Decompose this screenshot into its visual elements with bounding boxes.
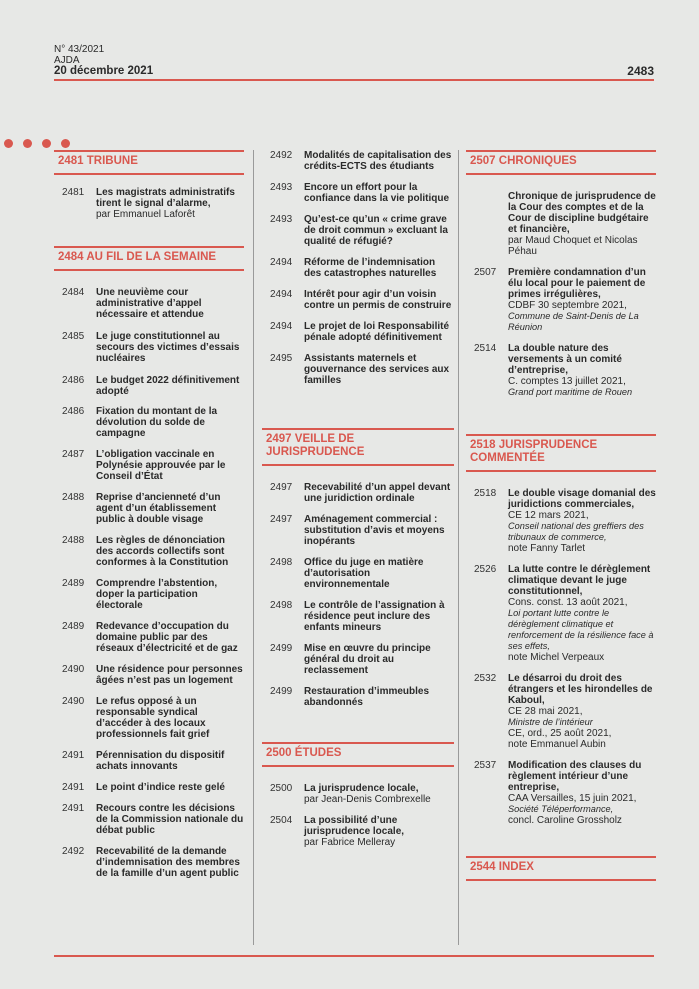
entry-page-number: 2504 <box>270 815 293 826</box>
entry-body <box>96 696 244 740</box>
entry-detail: par Jean-Denis Combrexelle <box>304 794 431 805</box>
entry-body <box>304 482 454 504</box>
dot-icon <box>42 139 51 148</box>
toc-entry[interactable] <box>54 846 244 879</box>
toc-section <box>262 742 454 848</box>
toc-entry[interactable] <box>54 187 244 220</box>
entry-page-number: 2497 <box>270 514 293 525</box>
footer-rule <box>54 955 654 957</box>
entry-page-number: 2514 <box>474 343 497 354</box>
entry-body <box>304 815 454 848</box>
entry-body <box>304 321 454 343</box>
entry-detail: note Michel Verpeaux <box>508 652 605 663</box>
section-title: 2507 CHRONIQUES <box>466 152 656 175</box>
entry-title: Les règles de dénonciation des accords collectifs sont conformes à la Constitution <box>96 535 229 568</box>
entry-page-number: 2491 <box>62 803 85 814</box>
entry-title: Fixation du montant de la dévolution du solde de campagne <box>96 406 218 439</box>
entry-page-number: 2491 <box>62 782 85 793</box>
entry-page-number: 2495 <box>270 353 293 364</box>
entry-page-number: 2499 <box>270 686 293 697</box>
dot-icon <box>61 139 70 148</box>
entry-detail: CE 28 mai 2021, <box>508 706 583 717</box>
entry-detail: C. comptes 13 juillet 2021, <box>508 376 626 387</box>
entry-title: Pérennisation du dispositif achats innovants <box>96 750 225 772</box>
entry-body <box>96 535 244 568</box>
entry-title: Le juge constitutionnel au secours des victimes d’essais nucléaires <box>96 331 240 364</box>
toc-entry[interactable] <box>466 673 656 750</box>
entry-detail: Cons. const. 13 août 2021, <box>508 597 628 608</box>
entry-title: Les magistrats administratifs tirent le signal d’alarme, <box>96 187 235 209</box>
toc-column-1 <box>54 150 244 879</box>
toc-entry[interactable] <box>466 267 656 333</box>
entry-page-number: 2490 <box>62 696 85 707</box>
entry-detail: Conseil national des greffiers des tribunaux de commerce, <box>508 521 644 542</box>
entry-detail: Loi portant lutte contre le dérèglement climatique et renforcement de la résilience face à ses effets, <box>508 608 654 651</box>
toc-entry[interactable] <box>262 643 454 676</box>
entry-title: Le point d’indice reste gelé <box>96 782 225 793</box>
section-title: 2518 JURISPRUDENCE COMMENTÉE <box>466 436 656 472</box>
entry-title: Comprendre l’abstention, doper la participation électorale <box>96 578 218 611</box>
toc-entry[interactable] <box>54 331 244 364</box>
entry-title: Le budget 2022 définitivement adopté <box>96 375 240 397</box>
entry-body <box>508 673 656 750</box>
toc-section <box>466 856 656 881</box>
entry-body <box>96 846 244 879</box>
entry-page-number: 2493 <box>270 182 293 193</box>
entry-page-number: 2526 <box>474 564 497 575</box>
entry-title: La lutte contre le dérèglement climatique devant le juge constitutionnel, <box>508 564 651 597</box>
entry-page-number: 2488 <box>62 535 85 546</box>
dot-icon <box>23 139 32 148</box>
entry-title: Le contrôle de l’assignation à résidence peut inclure des enfants mineurs <box>304 600 445 633</box>
toc-entry[interactable] <box>262 353 454 386</box>
entry-page-number: 2499 <box>270 643 293 654</box>
entry-title: Le désarroi du droit des étrangers et les hirondelles de Kaboul, <box>508 673 653 706</box>
toc-entry[interactable] <box>466 488 656 554</box>
toc-entry[interactable] <box>262 514 454 547</box>
entry-title: La double nature des versements à un comité d’entreprise, <box>508 343 622 376</box>
toc-entry[interactable] <box>262 482 454 504</box>
toc-section <box>466 150 656 398</box>
entry-body <box>96 449 244 482</box>
toc-entry[interactable] <box>54 578 244 611</box>
entry-body <box>96 406 244 439</box>
page-number: 2483 <box>627 64 654 78</box>
toc-entry[interactable] <box>466 343 656 398</box>
toc-entry[interactable] <box>54 696 244 740</box>
toc-entry[interactable] <box>262 150 454 172</box>
entry-body <box>304 257 454 279</box>
entry-body <box>304 353 454 386</box>
entry-page-number: 2490 <box>62 664 85 675</box>
toc-entry[interactable] <box>262 182 454 204</box>
toc-section <box>54 246 244 879</box>
section-title: 2500 ÉTUDES <box>262 744 454 767</box>
entry-body <box>96 375 244 397</box>
entry-title: Le double visage domanial des juridictions commerciales, <box>508 488 656 510</box>
entry-page-number: 2500 <box>270 783 293 794</box>
entry-page-number: 2489 <box>62 578 85 589</box>
entry-detail: Ministre de l’intérieur <box>508 717 593 727</box>
entry-title: Intérêt pour agir d’un voisin contre un permis de construire <box>304 289 452 311</box>
toc-entry[interactable] <box>262 815 454 848</box>
entry-title: La jurisprudence locale, <box>304 783 419 794</box>
entry-detail: par Emmanuel Laforêt <box>96 209 195 220</box>
toc-section <box>54 150 244 220</box>
toc-entry[interactable] <box>262 783 454 805</box>
section-title: 2497 VEILLE DE JURISPRUDENCE <box>262 430 454 466</box>
entry-page-number: 2498 <box>270 600 293 611</box>
toc-entry[interactable] <box>54 406 244 439</box>
entry-body <box>96 187 244 220</box>
toc-entry[interactable] <box>262 600 454 633</box>
entry-title: Redevance d’occupation du domaine public par des réseaux d’électricité et de gaz <box>96 621 238 654</box>
toc-entry[interactable] <box>262 557 454 590</box>
entry-page-number: 2493 <box>270 214 293 225</box>
entry-body <box>96 331 244 364</box>
entry-title: L’obligation vaccinale en Polynésie approuvée par le Conseil d’État <box>96 449 226 482</box>
entry-page-number: 2488 <box>62 492 85 503</box>
entry-title: Recevabilité de la demande d’indemnisation des membres de la famille d’un agent public <box>96 846 240 879</box>
entry-body <box>304 557 454 590</box>
toc-entry[interactable] <box>54 535 244 568</box>
entry-page-number: 2494 <box>270 257 293 268</box>
entry-body <box>96 621 244 654</box>
entry-page-number: 2485 <box>62 331 85 342</box>
entry-body <box>304 600 454 633</box>
entry-title: Recevabilité d’un appel devant une juridiction ordinale <box>304 482 451 504</box>
toc-section <box>262 428 454 708</box>
entry-page-number: 2537 <box>474 760 497 771</box>
entry-body <box>304 150 454 172</box>
entry-page-number: 2487 <box>62 449 85 460</box>
column-divider <box>458 150 459 945</box>
entry-title: Le refus opposé à un responsable syndical d’accéder à des locaux professionnels fait grief <box>96 696 210 740</box>
entry-page-number: 2507 <box>474 267 497 278</box>
entry-body <box>304 514 454 547</box>
toc-entry[interactable] <box>54 750 244 772</box>
entry-body <box>96 664 244 686</box>
entry-detail: CAA Versailles, 15 juin 2021, <box>508 793 637 804</box>
toc-entry[interactable] <box>262 321 454 343</box>
entry-page-number: 2481 <box>62 187 85 198</box>
entry-title: Une neuvième cour administrative d’appel nécessaire et attendue <box>96 287 204 320</box>
toc-entry[interactable] <box>466 191 656 257</box>
entry-title: Chronique de jurisprudence de la Cour des comptes et de la Cour de discipline budgétaire et financière, <box>508 191 656 235</box>
entry-title: Office du juge en matière d’autorisation environnementale <box>304 557 424 590</box>
entry-detail: par Maud Choquet et Nicolas Péhau <box>508 235 638 257</box>
section-title: 2481 TRIBUNE <box>54 152 244 175</box>
toc-entry[interactable] <box>466 760 656 826</box>
entry-body <box>96 750 244 772</box>
toc-entry[interactable] <box>54 449 244 482</box>
entry-title: Encore un effort pour la confiance dans la vie politique <box>304 182 450 204</box>
toc-entry[interactable] <box>54 287 244 320</box>
entry-title: Qu’est-ce qu’un « crime grave de droit commun » excluant la qualité de réfugié? <box>304 214 448 247</box>
entry-body <box>304 686 454 708</box>
entry-body <box>508 343 656 398</box>
journal-name: AJDA <box>54 55 80 66</box>
entry-page-number: 2494 <box>270 321 293 332</box>
entry-body <box>304 214 454 247</box>
entry-body <box>508 488 656 554</box>
toc-column-2 <box>262 150 454 848</box>
entry-title: Recours contre les décisions de la Commission nationale du débat public <box>96 803 244 836</box>
header-rule <box>54 79 654 81</box>
entry-page-number: 2498 <box>270 557 293 568</box>
entry-page-number: 2491 <box>62 750 85 761</box>
entry-body <box>304 182 454 204</box>
entry-detail: note Fanny Tarlet <box>508 543 586 554</box>
entry-detail: par Fabrice Melleray <box>304 837 396 848</box>
entry-page-number: 2486 <box>62 375 85 386</box>
entry-page-number: 2486 <box>62 406 85 417</box>
entry-page-number: 2494 <box>270 289 293 300</box>
toc-entry[interactable] <box>262 289 454 311</box>
entry-detail: Société Téléperformance, <box>508 804 614 814</box>
entry-title: Le projet de loi Responsabilité pénale adopté définitivement <box>304 321 450 343</box>
entry-page-number: 2492 <box>62 846 85 857</box>
entry-page-number: 2497 <box>270 482 293 493</box>
toc-entry[interactable] <box>466 564 656 663</box>
entry-title: Aménagement commercial : substitution d’avis et moyens inopérants <box>304 514 445 547</box>
toc-entry[interactable] <box>54 803 244 836</box>
issue-number: N° 43/2021 <box>54 44 105 55</box>
entry-detail: CDBF 30 septembre 2021, <box>508 300 627 311</box>
entry-title: Restauration d’immeubles abandonnés <box>304 686 430 708</box>
entry-body <box>508 760 656 826</box>
entry-body <box>304 643 454 676</box>
toc-section <box>262 150 454 386</box>
section-title: 2484 AU FIL DE LA SEMAINE <box>54 248 244 271</box>
entry-detail: Grand port maritime de Rouen <box>508 387 633 397</box>
entry-detail: Commune de Saint-Denis de La Réunion <box>508 311 639 332</box>
section-title: 2544 INDEX <box>466 858 656 881</box>
entry-title: Réforme de l’indemnisation des catastrophes naturelles <box>304 257 437 279</box>
page-header <box>54 44 654 77</box>
toc-entry[interactable] <box>262 686 454 708</box>
entry-body <box>508 564 656 663</box>
entry-title: Mise en œuvre du principe général du droit au reclassement <box>304 643 431 676</box>
entry-title: Assistants maternels et gouvernance des services aux familles <box>304 353 450 386</box>
issue-date: 20 décembre 2021 <box>54 65 154 77</box>
entry-body <box>508 267 656 333</box>
toc-entry[interactable] <box>54 664 244 686</box>
entry-title: Modification des clauses du règlement intérieur d’une entreprise, <box>508 760 642 793</box>
entry-body <box>96 492 244 525</box>
entry-body <box>96 782 244 793</box>
entry-body <box>96 803 244 836</box>
toc-entry[interactable] <box>54 782 244 793</box>
entry-page-number <box>466 191 508 257</box>
entry-body <box>304 289 454 311</box>
entry-title: La possibilité d’une jurisprudence locale, <box>304 815 405 837</box>
toc-entry[interactable] <box>54 375 244 397</box>
entry-page-number: 2532 <box>474 673 497 684</box>
entry-title: Reprise d’ancienneté d’un agent d’un établissement public à double visage <box>96 492 221 525</box>
entry-title: Une résidence pour personnes âgées n’est pas un logement <box>96 664 243 686</box>
toc-entry[interactable] <box>262 257 454 279</box>
column-divider <box>253 150 254 945</box>
toc-entry[interactable] <box>54 492 244 525</box>
dot-icon <box>4 139 13 148</box>
entry-page-number: 2484 <box>62 287 85 298</box>
toc-column-3 <box>466 150 656 881</box>
toc-section <box>466 434 656 826</box>
entry-detail: CE 12 mars 2021, <box>508 510 589 521</box>
entry-page-number: 2492 <box>270 150 293 161</box>
entry-title: Modalités de capitalisation des crédits-ECTS des étudiants <box>304 150 452 172</box>
toc-entry[interactable] <box>54 621 244 654</box>
entry-detail: concl. Caroline Grossholz <box>508 815 622 826</box>
entry-body <box>304 783 454 805</box>
toc-entry[interactable] <box>262 214 454 247</box>
entry-body <box>96 287 244 320</box>
entry-detail: note Emmanuel Aubin <box>508 739 606 750</box>
entry-page-number: 2518 <box>474 488 497 499</box>
entry-body <box>96 578 244 611</box>
entry-detail: CE, ord., 25 août 2021, <box>508 728 612 739</box>
entry-title: Première condamnation d’un élu local pour le paiement de primes irrégulières, <box>508 267 646 300</box>
entry-body <box>508 191 656 257</box>
entry-page-number: 2489 <box>62 621 85 632</box>
